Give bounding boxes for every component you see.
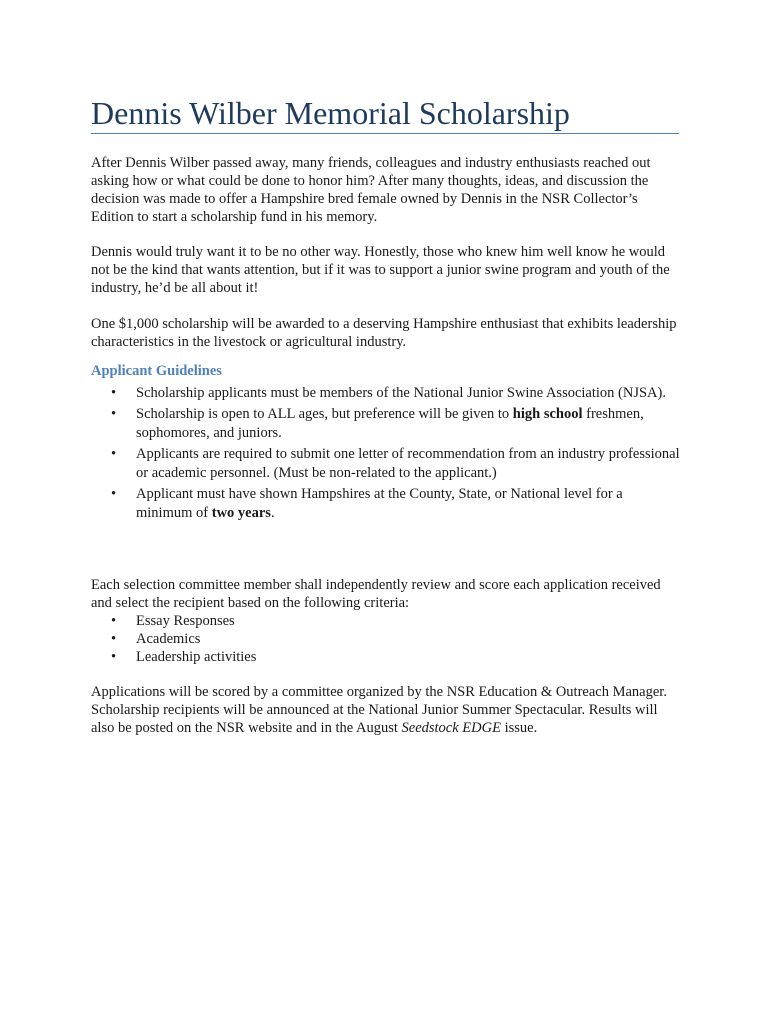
intro-paragraph: After Dennis Wilber passed away, many friends, colleagues and industry enthusiasts reached out asking how or what could be done to honor him? After many thoughts, ideas, and discussion the decision was made to offer a Hampshire bred female owned by Dennis in the NSR Collector’s Edition to start a scholarship fund in his memory. — [91, 155, 651, 225]
guideline-text: freshmen, sophomores, and juniors. — [136, 405, 644, 441]
guideline-emphasis: two years — [211, 505, 271, 521]
guidelines-heading: Applicant Guidelines — [91, 363, 222, 379]
criteria-text: Leadership activities — [136, 649, 257, 665]
bullet-icon: • — [111, 485, 117, 502]
scoring-paragraph — [91, 683, 681, 737]
guideline-text: Applicant must have shown Hampshires at the County, State, or National level for a minimum of — [136, 485, 623, 521]
publication-title: Seedstock EDGE — [401, 720, 501, 736]
guideline-emphasis: high school — [512, 405, 583, 422]
guideline-text: Scholarship is open to ALL ages, but preference will be given to — [136, 405, 513, 422]
award-paragraph: One $1,000 scholarship will be awarded to a deserving Hampshire enthusiast that exhibits leadership characteristics in the livestock or agricultural industry. — [91, 316, 677, 350]
guideline-text: Applicants are required to submit one letter of recommendation from an industry professional or academic personnel. (Must be non-related to the applicant.) — [136, 445, 680, 481]
criteria-item — [91, 630, 681, 648]
bullet-icon: • — [111, 445, 117, 462]
title-underline — [91, 133, 679, 134]
tribute-paragraph: Dennis would truly want it to be no other way. Honestly, those who knew him well know he would not be the kind that wants attention, but if it was to support a junior swine program and youth of the industry, he’d be all about it! — [91, 244, 670, 296]
review-paragraph: Each selection committee member shall independently review and score each application received and select the recipient based on the following criteria: — [91, 577, 661, 611]
criteria-item — [91, 612, 681, 630]
guideline-item — [91, 445, 681, 484]
bullet-icon: • — [111, 405, 117, 422]
guideline-item — [91, 384, 681, 404]
criteria-text: Essay Responses — [136, 613, 235, 629]
criteria-item — [91, 648, 681, 666]
scoring-text-end: issue. — [500, 720, 538, 736]
bullet-icon: • — [111, 649, 117, 665]
page-title: Dennis Wilber Memorial Scholarship — [91, 95, 570, 131]
guideline-item — [91, 485, 681, 524]
criteria-text: Academics — [136, 631, 201, 647]
guidelines-list — [91, 384, 681, 525]
guideline-text: . — [270, 505, 275, 521]
guideline-item — [91, 405, 681, 444]
criteria-list — [91, 612, 681, 666]
scoring-text: Applications will be scored by a committee organized by the NSR Education & Outreach Manager. Scholarship recipients will be announced at the National Junior Summer Spectacular. Results will also be posted on the NSR website and in the August — [91, 684, 667, 736]
bullet-icon: • — [111, 631, 117, 647]
bullet-icon: • — [111, 613, 117, 629]
guideline-text: Scholarship applicants must be members of the National Junior Swine Association (NJSA). — [136, 385, 666, 401]
bullet-icon: • — [111, 385, 117, 401]
